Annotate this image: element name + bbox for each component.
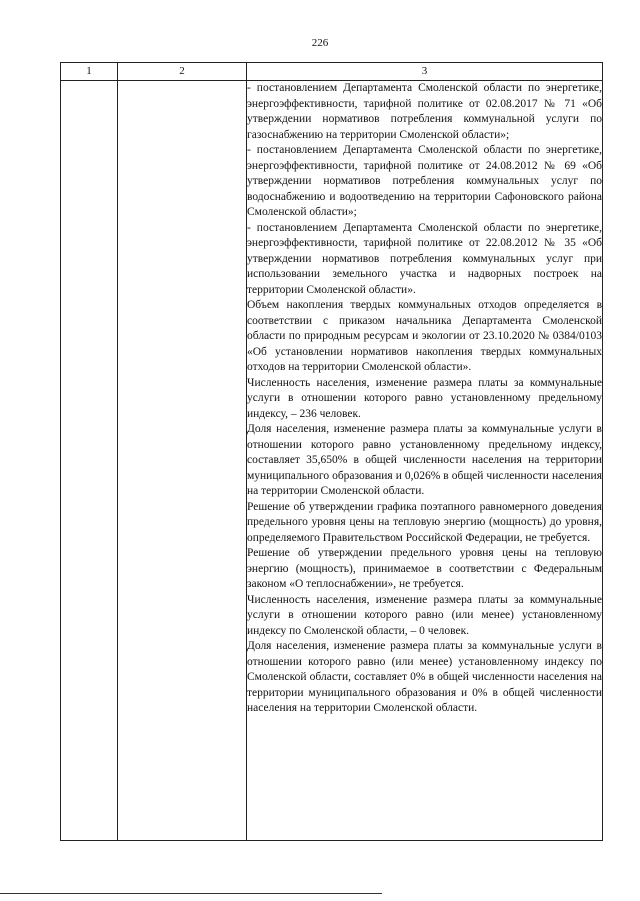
paragraph-heat-price: Решение об утверждении предельного уровня цены на тепловую энергию (мощность), принимаемое в соответствии с Федеральным законом «О теплоснабжении», не требуется. — [247, 547, 602, 590]
document-table — [60, 62, 603, 841]
paragraph-gas-resolution: - постановлением Департамента Смоленской области по энергетике, энергоэффективности, тарифной политике от 02.08.2017 № 71 «Об утверждении нормативов потребления коммунальной услуги по газоснабжению на территории Смоленской области»; — [247, 82, 602, 141]
paragraph-water-resolution: - постановлением Департамента Смоленской области по энергетике, энергоэффективности, тарифной политике от 24.08.2012 № 69 «Об утверждении нормативов потребления коммунальных услуг по водоснабжению и водоотведению на территории Сафоновского района Смоленской области»; — [247, 144, 602, 218]
paragraph-heat-schedule: Решение об утверждении графика поэтапного равномерного доведения предельного уровня цены на тепловую энергию (мощность) до уровня, определяемого Правительством Российской Федерации, не требуется. — [247, 500, 602, 544]
paragraph-population-share: Доля населения, изменение размера платы за коммунальные услуги в отношении которого равно установленному предельному индексу, составляет 35,650% в общей численности населения на территории муниципального образования и 0,026% в общей численности населения на территории Смоленской области. — [247, 423, 602, 497]
column-header-1: 1 — [61, 63, 118, 81]
table-cell-1 — [61, 81, 118, 841]
paragraph-land-resolution: - постановлением Департамента Смоленской области по энергетике, энергоэффективности, тарифной политике от 22.08.2012 № 35 «Об утверждении нормативов потребления коммунальных услуг при использовании земельного участка и надворных построек на территории Смоленской области». — [247, 221, 602, 296]
bottom-rule — [0, 893, 382, 894]
paragraph-population-count: Численность населения, изменение размера платы за коммунальные услуги в отношении которого равно установленному предельному индексу, – 236 человек. — [247, 376, 602, 420]
table-cell-2 — [118, 81, 247, 841]
paragraph-population-count-regional: Численность населения, изменение размера платы за коммунальные услуги в отношении которого равно (или менее) установленному индексу по Смоленской области, – 0 человек. — [247, 593, 602, 637]
column-header-2: 2 — [118, 63, 247, 81]
paragraph-population-share-regional: Доля населения, изменение размера платы за коммунальные услуги в отношении которого равно (или менее) установленному индексу по Смоленской области, составляет 0% в общей численности населения на территории муниципального образования и 0% в общей численности населения на территории Смоленской области. — [247, 640, 602, 714]
table-header-row — [61, 63, 603, 81]
table-row — [61, 81, 603, 841]
table-cell-3 — [247, 81, 603, 841]
page-number: 226 — [311, 37, 329, 49]
paragraph-waste-volume: Объем накопления твердых коммунальных отходов определяется в соответствии с приказом начальника Департамента Смоленской области по природным ресурсам и экологии от 23.10.2020 № 0384/0103 «Об установлении нормативов накопления твердых коммунальных отходов на территории Смоленской области». — [247, 299, 602, 373]
column-header-3: 3 — [247, 63, 603, 81]
